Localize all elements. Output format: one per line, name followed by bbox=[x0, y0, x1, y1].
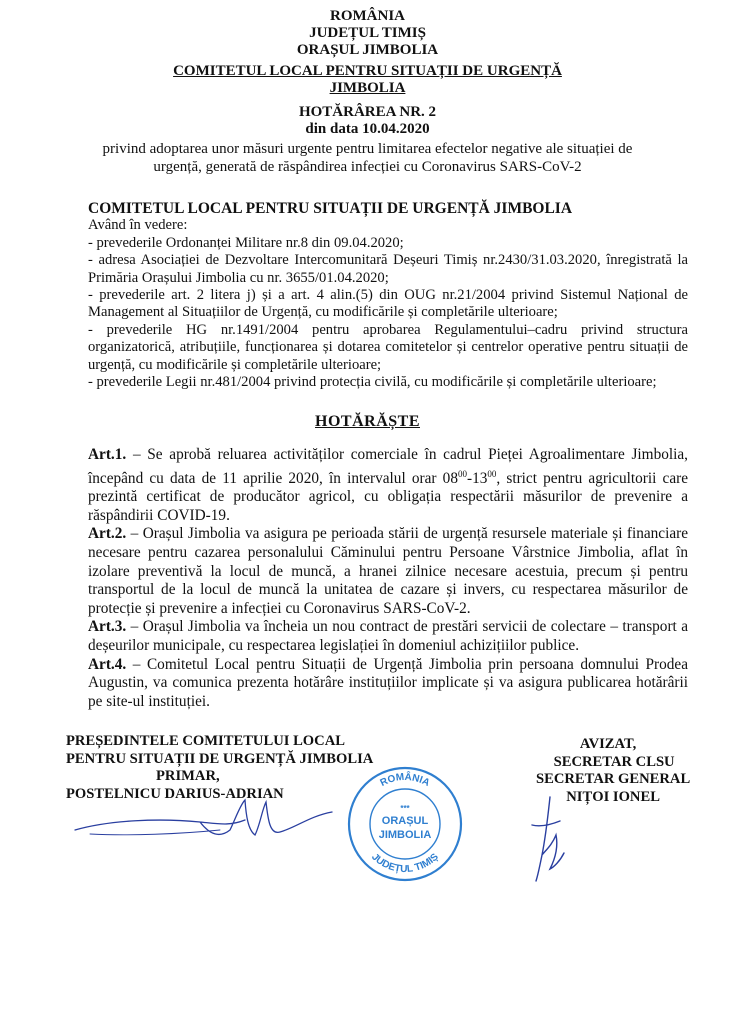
superscript: 00 bbox=[487, 468, 497, 479]
decision-number: HOTĂRÂREA NR. 2 bbox=[298, 104, 437, 120]
article-text: – Orașul Jimbolia va asigura pe perioada stării de urgență resursele materiale și financiare necesare pentru cazarea personalului Căminului pentru Persoane Vârstnice Jimbolia, aflat în izolare preventivă la locul de muncă, a hranei zilnice necesare acestuia, precum și pentru transportul de la locul de muncă la unitatea de cazare și invers, cu respectarea măsurilor de protecție și prevenire a infecției cu Coronavirus SARS-CoV-2. bbox=[88, 525, 688, 617]
country-heading: ROMÂNIA bbox=[330, 8, 405, 24]
preamble-heading: COMITETUL LOCAL PENTRU SITUAȚII DE URGENȚĂ JIMBOLIA bbox=[88, 200, 573, 217]
committee-name: PENTRU SITUAȚII DE URGENȚĂ JIMBOLIA bbox=[66, 750, 374, 767]
subject-line1: privind adoptarea unor măsuri urgente pentru limitarea efectelor negative ale situației de bbox=[102, 141, 633, 157]
superscript: 00 bbox=[457, 468, 467, 479]
mayor-name: POSTELNICU DARIUS-ADRIAN bbox=[66, 785, 284, 802]
stamp-top-text: ROMÂNIA bbox=[378, 771, 432, 789]
town-heading: ORAȘUL JIMBOLIA bbox=[296, 42, 439, 58]
preamble-item: - prevederile Legii nr.481/2004 privind protecția civilă, cu modificările și completările ulterioare; bbox=[88, 374, 657, 391]
decision-date: din data 10.04.2020 bbox=[305, 121, 430, 137]
article-text: – Se aprobă reluarea activităților comerciale în cadrul Pieței Agroalimentare Jimbolia, începând cu data de 11 aprilie 2020, în intervalul orar 08 bbox=[88, 446, 688, 487]
article-3 bbox=[88, 618, 688, 655]
general-secretary-title: SECRETAR GENERAL bbox=[536, 771, 691, 788]
secretary-name: NIȚOI IONEL bbox=[566, 788, 660, 805]
article-text: , strict pentru agricultorii care prezintă certificat de producător agricol, cu obligația respectării măsurilor de prevenire a răspândirii COVID-19. bbox=[88, 469, 689, 524]
preamble-section bbox=[88, 200, 688, 391]
article-label: Art.2. bbox=[88, 525, 127, 543]
stamp-center-line2: JIMBOLIA bbox=[378, 829, 432, 841]
approval-label: AVIZAT, bbox=[579, 736, 637, 752]
article-label: Art.3. bbox=[88, 618, 127, 636]
county-heading: JUDEȚUL TIMIȘ bbox=[309, 25, 426, 41]
preamble-item: - prevederile art. 2 litera j) și a art. 4 alin.(5) din OUG nr.21/2004 privind Sistemul Național de Management al Situațiilor de Urgență, cu modificările și completările ulterioare; bbox=[88, 287, 688, 321]
president-title: PREȘEDINTELE COMITETULUI LOCAL bbox=[66, 733, 345, 749]
article-2 bbox=[88, 525, 688, 618]
mayor-signature bbox=[70, 790, 340, 850]
subject-line2: urgență, generată de răspândirea infecției cu Coronavirus SARS-CoV-2 bbox=[153, 159, 582, 175]
articles-section bbox=[88, 446, 688, 711]
stamp-center-line1: ORAȘUL bbox=[381, 815, 429, 827]
stamp-stars: *** bbox=[400, 804, 410, 813]
preamble-item: - adresa Asociației de Dezvoltare Intercomunitară Deșeuri Timiș nr.2430/31.03.2020, înregistrată la Primăria Orașului Jimbolia cu nr. 3655/01.04.2020; bbox=[88, 252, 688, 286]
stamp-bottom-text: JUDEȚUL TIMIȘ bbox=[369, 851, 441, 876]
preamble-item: - prevederile HG nr.1491/2004 pentru aprobarea Regulamentului–cadru privind structura organizatorică, atribuțiile, funcționarea și dotarea comitetelor și centrelor operative pentru situații de urgență, cu modificările și completările ulterioare; bbox=[88, 321, 688, 373]
article-text: – Orașul Jimbolia va încheia un nou contract de prestări servicii de colectare – transport a deșeurilor municipale, cu respectarea legislației în domeniul achizițiilor publice. bbox=[88, 618, 688, 655]
committee-heading-line2: JIMBOLIA bbox=[329, 80, 406, 96]
article-4 bbox=[88, 656, 688, 712]
article-1 bbox=[88, 446, 688, 525]
article-text: -13 bbox=[466, 469, 488, 487]
preamble-intro: Având în vedere: bbox=[88, 217, 188, 234]
article-label: Art.1. bbox=[88, 446, 127, 463]
secretary-clsu-title: SECRETAR CLSU bbox=[553, 753, 675, 770]
mayor-title: PRIMAR, bbox=[156, 768, 220, 785]
official-stamp bbox=[345, 764, 465, 884]
committee-heading-line1: COMITETUL LOCAL PENTRU SITUAȚII DE URGENȚĂ bbox=[173, 63, 562, 79]
article-text: – Comitetul Local pentru Situații de Urgență Jimbolia prin persoana domnului Prodea Augustin, va comunica prezenta hotărâre instituțiilor implicate și va asigura publicarea hotărârii pe site-ul instituției. bbox=[88, 655, 688, 710]
secretary-signature bbox=[520, 795, 580, 885]
decides-heading: HOTĂRĂȘTE bbox=[315, 413, 420, 430]
preamble-item: - prevederile Ordonanței Militare nr.8 din 09.04.2020; bbox=[88, 234, 404, 251]
article-label: Art.4. bbox=[88, 655, 127, 673]
